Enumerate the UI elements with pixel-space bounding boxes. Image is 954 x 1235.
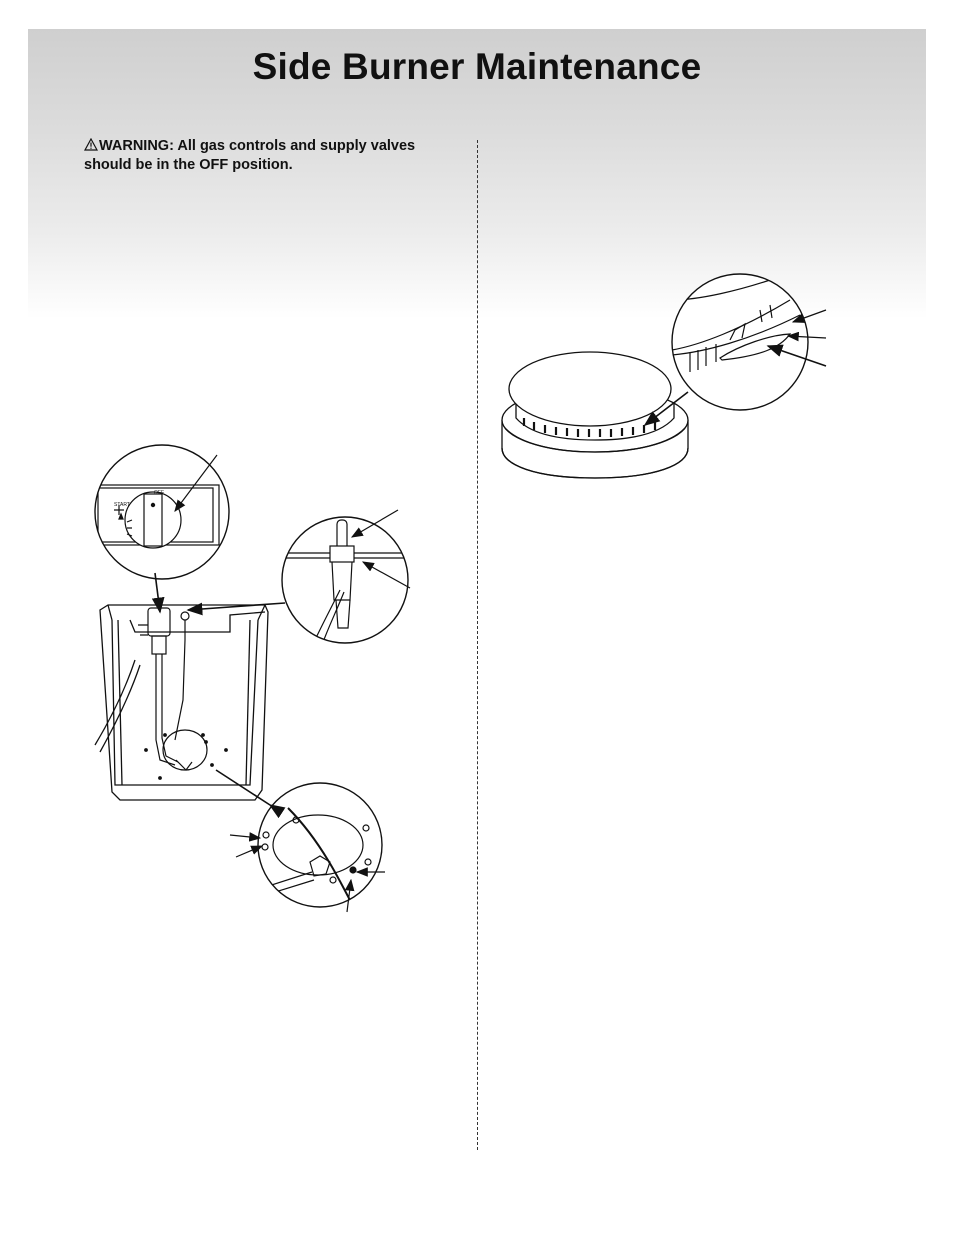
warning-text: WARNING: All gas controls and supply valves should be in the OFF position.	[84, 138, 416, 173]
page-title: Side Burner Maintenance	[252, 46, 702, 87]
burner-head	[502, 352, 688, 478]
knob-label-start: START	[114, 502, 130, 508]
knob-label-off: OFF	[154, 490, 164, 496]
